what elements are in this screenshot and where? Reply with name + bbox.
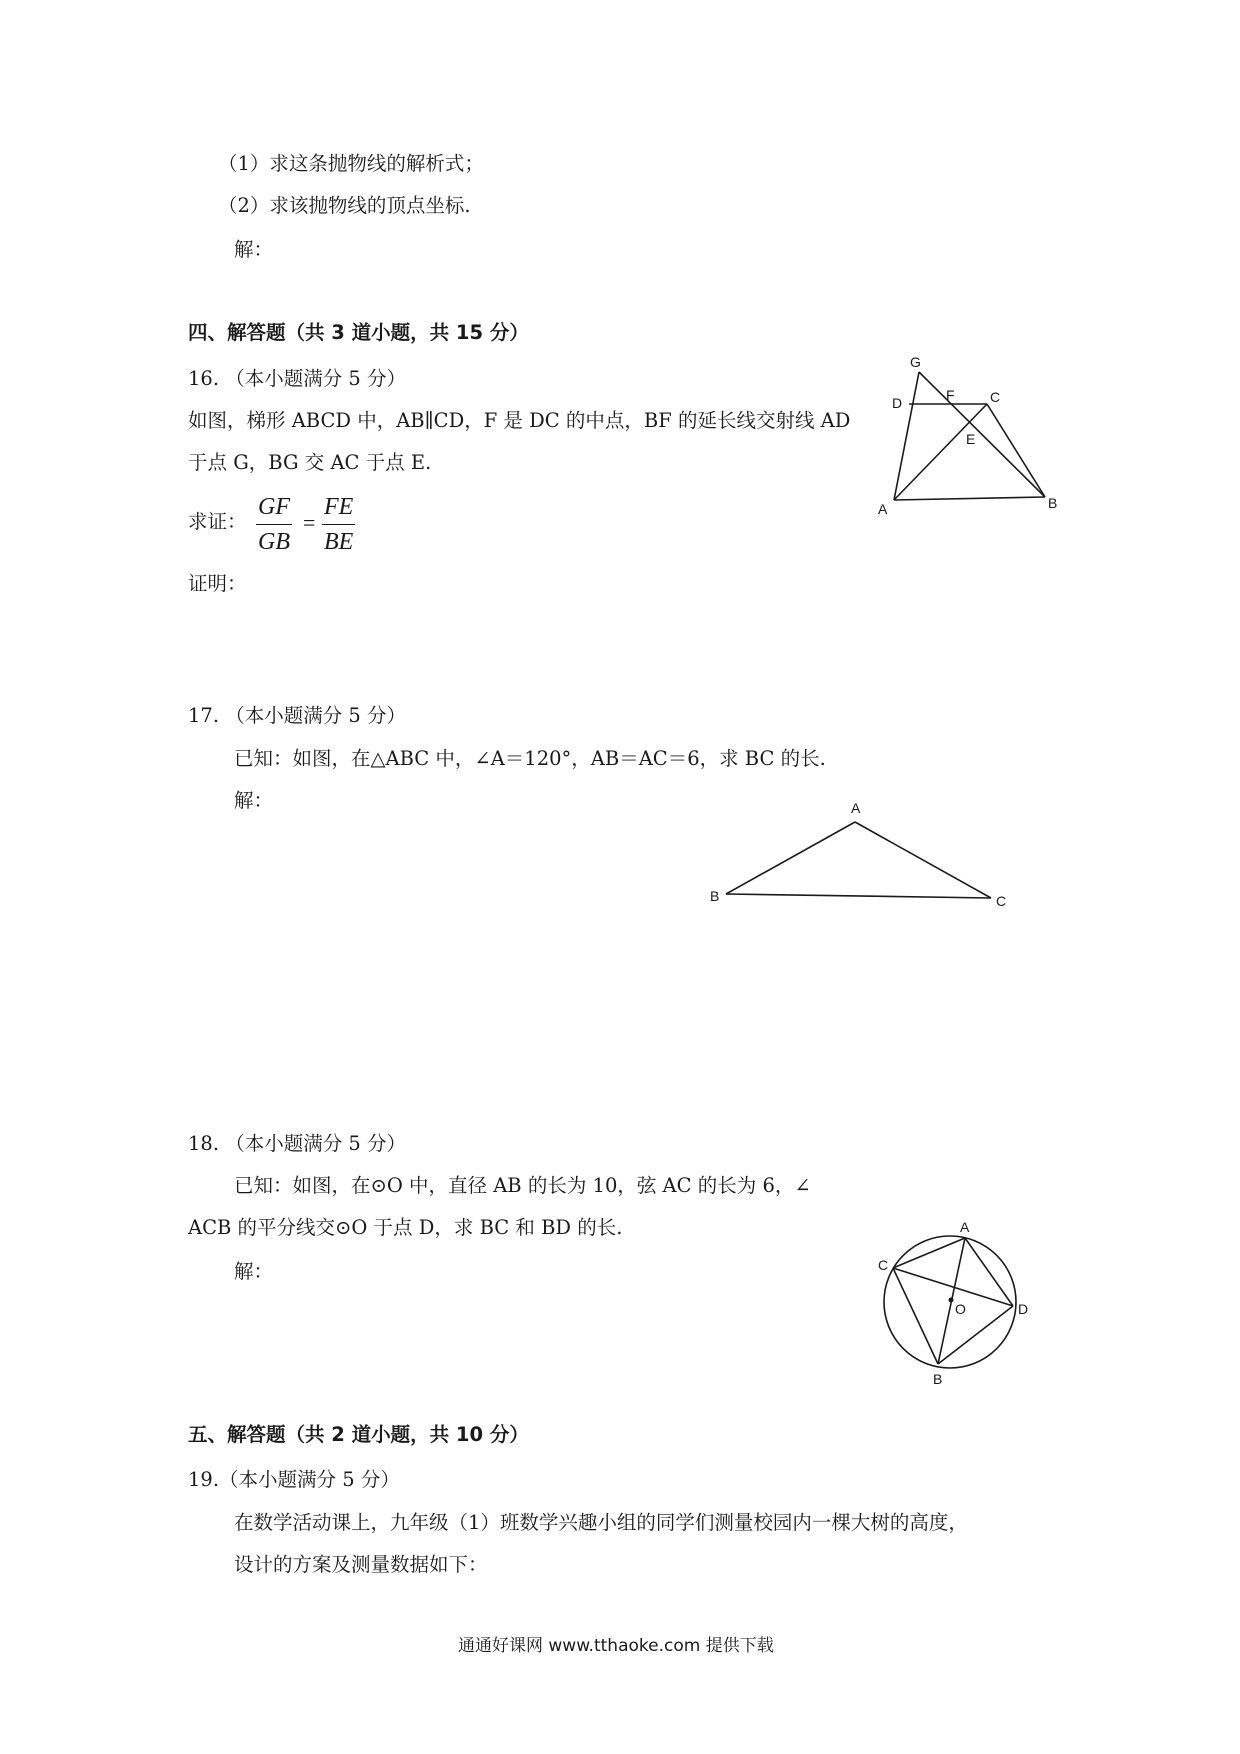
equals-sign: = [303,510,316,535]
problem-16-proof-label: 证明： [188,572,247,595]
fraction-fe-over-be [322,494,355,556]
label-e: E [966,431,976,447]
segment-gb [919,372,1045,497]
problem-18-line-2: ACB 的平分线交⊙O 于点 D，求 BC 和 BD 的长. [188,1216,623,1239]
intro-answer-label: 解： [234,238,274,261]
problem-18-line-1: 已知：如图，在⊙O 中，直径 AB 的长为 10，弦 AC 的长为 6，∠ [234,1174,811,1197]
problem-18-number: 18. （本小题满分 5 分） [188,1132,407,1155]
label-c-17: C [996,893,1007,909]
problem-19-number: 19.（本小题满分 5 分） [188,1468,400,1491]
problem-16-number: 16. （本小题满分 5 分） [188,367,407,390]
segment-ag [894,372,919,500]
segment-cb [987,404,1045,497]
fraction-left-numerator: GF [256,494,292,525]
segment-ca [893,1238,965,1268]
segment-ab-diameter [938,1238,965,1364]
segment-ab [894,497,1045,500]
segment-cd [893,1268,1013,1306]
segment-ac-17 [855,822,991,898]
fraction-left-denominator: GB [258,529,290,555]
label-a-17: A [851,800,861,816]
segment-bc [893,1268,938,1364]
label-d: D [892,395,903,411]
problem-18-answer-label: 解： [234,1260,274,1283]
label-a: A [878,501,888,517]
section-5-heading: 五、解答题（共 2 道小题，共 10 分） [188,1423,529,1446]
label-g: G [910,354,921,370]
label-b-18: B [933,1371,943,1387]
problem-19-line-1: 在数学活动课上，九年级（1）班数学兴趣小组的同学们测量校园内一棵大树的高度， [234,1511,968,1534]
label-b-17: B [710,888,720,904]
footer-text: 通通好课网 www.tthaoke.com 提供下载 [458,1636,774,1656]
label-d-18: D [1018,1301,1029,1317]
fraction-right-numerator: FE [322,494,355,525]
label-f: F [946,387,955,403]
segment-db [938,1306,1013,1364]
segment-ad [965,1238,1013,1306]
fraction-right-denominator: BE [324,529,354,555]
center-point [949,1298,954,1303]
problem-19-line-2: 设计的方案及测量数据如下： [234,1553,488,1576]
label-c: C [990,389,1001,405]
problem-16-prove-label: 求证： [188,510,247,533]
problem-16-line-2: 于点 G，BG 交 AC 于点 E. [188,451,432,474]
intro-question-1: （1）求这条抛物线的解析式； [218,152,484,175]
problem-17-answer-label: 解： [234,789,274,812]
circle-o [884,1236,1016,1368]
problem-17-number: 17. （本小题满分 5 分） [188,704,407,727]
section-4-heading: 四、解答题（共 3 道小题，共 15 分） [188,321,529,344]
segment-bc-17 [726,894,991,898]
problem-17-line-1: 已知：如图，在△ABC 中，∠A＝120°，AB＝AC＝6，求 BC 的长. [234,747,826,770]
segment-ac [894,404,987,500]
label-c-18: C [878,1257,889,1273]
label-a-18: A [960,1219,970,1235]
label-o-18: O [955,1301,966,1317]
intro-question-2: （2）求该抛物线的顶点坐标. [218,194,471,217]
fraction-gf-over-gb [256,494,292,556]
label-b: B [1048,495,1058,511]
problem-16-line-1: 如图，梯形 ABCD 中，AB∥CD，F 是 DC 的中点，BF 的延长线交射线 AD [188,409,851,432]
segment-ab-17 [726,822,855,894]
